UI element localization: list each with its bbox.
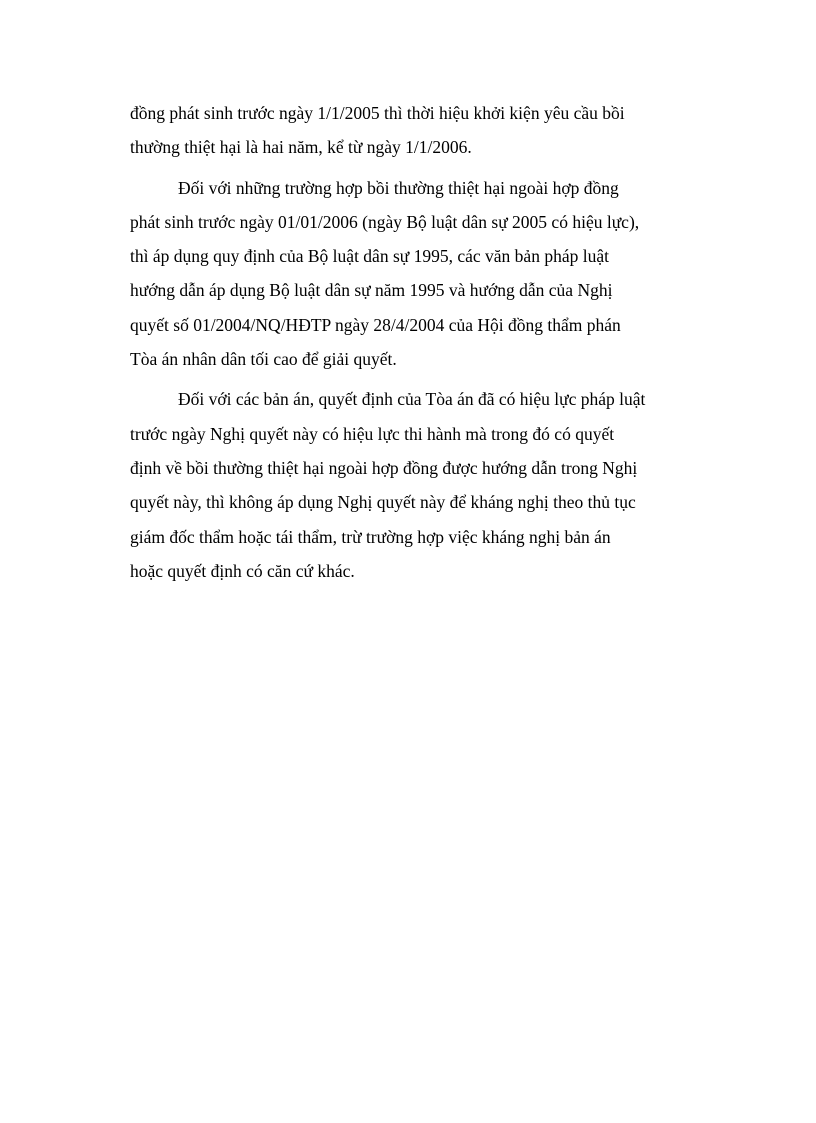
document-body xyxy=(130,96,678,588)
paragraph-line: Đối với những trường hợp bồi thường thiệt hại ngoài hợp đồng xyxy=(178,177,619,198)
paragraph-line: định về bồi thường thiệt hại ngoài hợp đồng được hướng dẫn trong Nghị xyxy=(130,457,638,478)
paragraph-line: quyết này, thì không áp dụng Nghị quyết này để kháng nghị theo thủ tục xyxy=(130,492,636,513)
paragraph-3 xyxy=(130,382,678,588)
paragraph-line: thường thiệt hại là hai năm, kể từ ngày 1/1/2006. xyxy=(130,137,472,158)
paragraph-1 xyxy=(130,96,678,165)
paragraph-line: thì áp dụng quy định của Bộ luật dân sự 1995, các văn bản pháp luật xyxy=(130,246,609,267)
paragraph-line: Tòa án nhân dân tối cao để giải quyết. xyxy=(130,349,397,370)
paragraph-line: Đối với các bản án, quyết định của Tòa án đã có hiệu lực pháp luật xyxy=(178,389,646,410)
paragraph-line: trước ngày Nghị quyết này có hiệu lực thi hành mà trong đó có quyết xyxy=(130,423,615,444)
paragraph-line: hướng dẫn áp dụng Bộ luật dân sự năm 1995 và hướng dẫn của Nghị xyxy=(130,280,613,301)
paragraph-line: giám đốc thẩm hoặc tái thẩm, trừ trường hợp việc kháng nghị bản án xyxy=(130,526,611,547)
paragraph-line: đồng phát sinh trước ngày 1/1/2005 thì thời hiệu khởi kiện yêu cầu bồi xyxy=(130,103,625,123)
paragraph-line: quyết số 01/2004/NQ/HĐTP ngày 28/4/2004 của Hội đồng thẩm phán xyxy=(130,314,621,335)
paragraph-line: hoặc quyết định có căn cứ khác. xyxy=(130,560,355,581)
paragraph-2 xyxy=(130,171,678,377)
paragraph-line: phát sinh trước ngày 01/01/2006 (ngày Bộ luật dân sự 2005 có hiệu lực), xyxy=(130,211,640,232)
